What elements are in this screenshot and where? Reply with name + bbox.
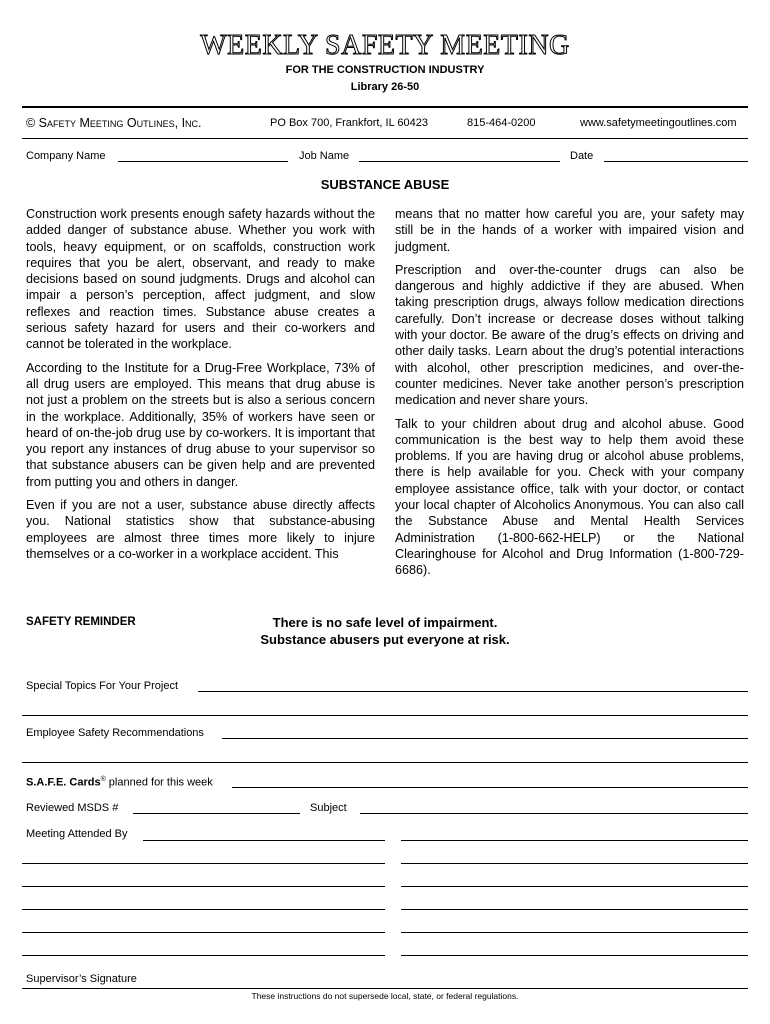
company-name-field[interactable] [118,161,288,162]
article-paragraph: Talk to your children about drug and alcohol abuse. Good communication is the best way to help them avoid these problems. If you are having drug or alcohol abuse problems, there is help available for you. Check with your company employee assistance office, talk with your doctor, or contact your local chapter of Alcoholics Anonymous. You can also call the Substance Abuse and Mental Health Services Administration (1-800-662-HELP) or the National Clearinghouse for Alcohol and Drug Information (1-800-729-6686). [395,416,744,578]
attendee-field[interactable] [22,932,385,933]
attendee-field[interactable] [401,840,748,841]
job-name-label: Job Name [299,150,350,162]
page-title: WEEKLY SAFETY MEETING [200,30,570,61]
date-field[interactable] [604,161,748,162]
company-name-label: Company Name [26,150,106,162]
company-name: © Safety Meeting Outlines, Inc. [26,116,202,130]
attendee-field[interactable] [22,909,385,910]
attendee-field[interactable] [401,955,748,956]
article-paragraph: Prescription and over-the-counter drugs can also be dangerous and highly addictive if they are abused. When taking prescription drugs, always follow medication directions carefully. Don’t increase or decrease doses without talking with your doctor. Be aware of the drug’s effects on driving and other daily tasks. Learn about the drug’s potential interactions with alcohol, other prescription medicines, and over-the-counter medicines. Never take another person’s prescription medication and never share yours. [395,262,744,408]
article-paragraph: means that no matter how careful you are, your safety may still be in the hands of a worker with impaired vision and judgment. [395,207,744,254]
footer-disclaimer: These instructions do not supersede local, state, or federal regulations. [251,991,519,1001]
meeting-attended-label: Meeting Attended By [26,828,128,840]
attendee-field[interactable] [22,955,385,956]
article-left-column [26,206,375,569]
attendee-field[interactable] [401,909,748,910]
reviewed-msds-label: Reviewed MSDS # [26,802,119,814]
attendee-field[interactable] [143,840,385,841]
supervisor-signature-label: Supervisor’s Signature [26,973,137,985]
page-subtitle: FOR THE CONSTRUCTION INDUSTRY [285,64,485,76]
article-right-column [395,206,744,586]
employee-recommendations-field[interactable] [222,738,748,739]
header-rule-bottom [22,138,748,139]
subject-field[interactable] [360,813,748,814]
reviewed-msds-field[interactable] [133,813,300,814]
employee-recommendations-field-line-2[interactable] [22,762,748,763]
reminder-line-1: There is no safe level of impairment. [272,615,498,630]
attendee-field[interactable] [401,932,748,933]
special-topics-label: Special Topics For Your Project [26,680,179,692]
reminder-line-2: Substance abusers put everyone at risk. [260,632,510,647]
registered-mark: ® [100,776,106,783]
safe-cards-bold: S.A.F.E. Cards [26,776,101,789]
special-topics-field[interactable] [198,691,748,692]
safe-cards-rest: planned for this week [105,776,213,789]
attendee-field[interactable] [22,886,385,887]
safety-reminder-label: SAFETY REMINDER [26,616,136,628]
article-heading: SUBSTANCE ABUSE [320,177,450,192]
attendee-field[interactable] [401,886,748,887]
employee-recommendations-label: Employee Safety Recommendations [26,727,204,739]
library-number: Library 26-50 [350,81,420,93]
company-website: www.safetymeetingoutlines.com [580,117,737,129]
company-address: PO Box 700, Frankfort, IL 60423 [270,117,428,129]
article-paragraph: According to the Institute for a Drug-Free Workplace, 73% of all drug users are employed. This means that drug abuse is not just a problem on the streets but is also a serious concern in the workplace. Additionally, 35% of workers have seen or heard of on-the-job drug use by co-workers. It is important that you report any instances of drug abuse to your supervisor so that substance abusers can be given help and are prevented from putting you and others in danger. [26,360,375,489]
article-paragraph: Construction work presents enough safety hazards without the added danger of substance abuse. Whether you work with tools, heavy equipment, or on scaffolds, construction work requires that you be alert, observant, and ready to make decisions based on sound judgments. Drugs and alcohol can impair a person’s perception, affect judgment, and slow reflexes and reaction times. Substance abuse creates a serious safety hazard for users and their co-workers and cannot be tolerated in the workplace. [26,207,375,352]
company-phone: 815-464-0200 [467,117,536,129]
attendee-field[interactable] [401,863,748,864]
safe-cards-field[interactable] [232,787,748,788]
subject-label: Subject [310,802,347,814]
supervisor-signature-field[interactable] [22,988,748,989]
article-paragraph: Even if you are not a user, substance abuse directly affects you. National statistics show that substance-abusing employees are almost three times more likely to injure themselves or a co-worker in a workplace accident. This [26,498,375,561]
special-topics-field-line-2[interactable] [22,715,748,716]
attendee-field[interactable] [22,863,385,864]
date-label: Date [570,150,594,162]
header-rule-top [22,106,748,108]
safe-cards-label [26,776,213,789]
safety-reminder-text [200,614,570,648]
job-name-field[interactable] [359,161,560,162]
